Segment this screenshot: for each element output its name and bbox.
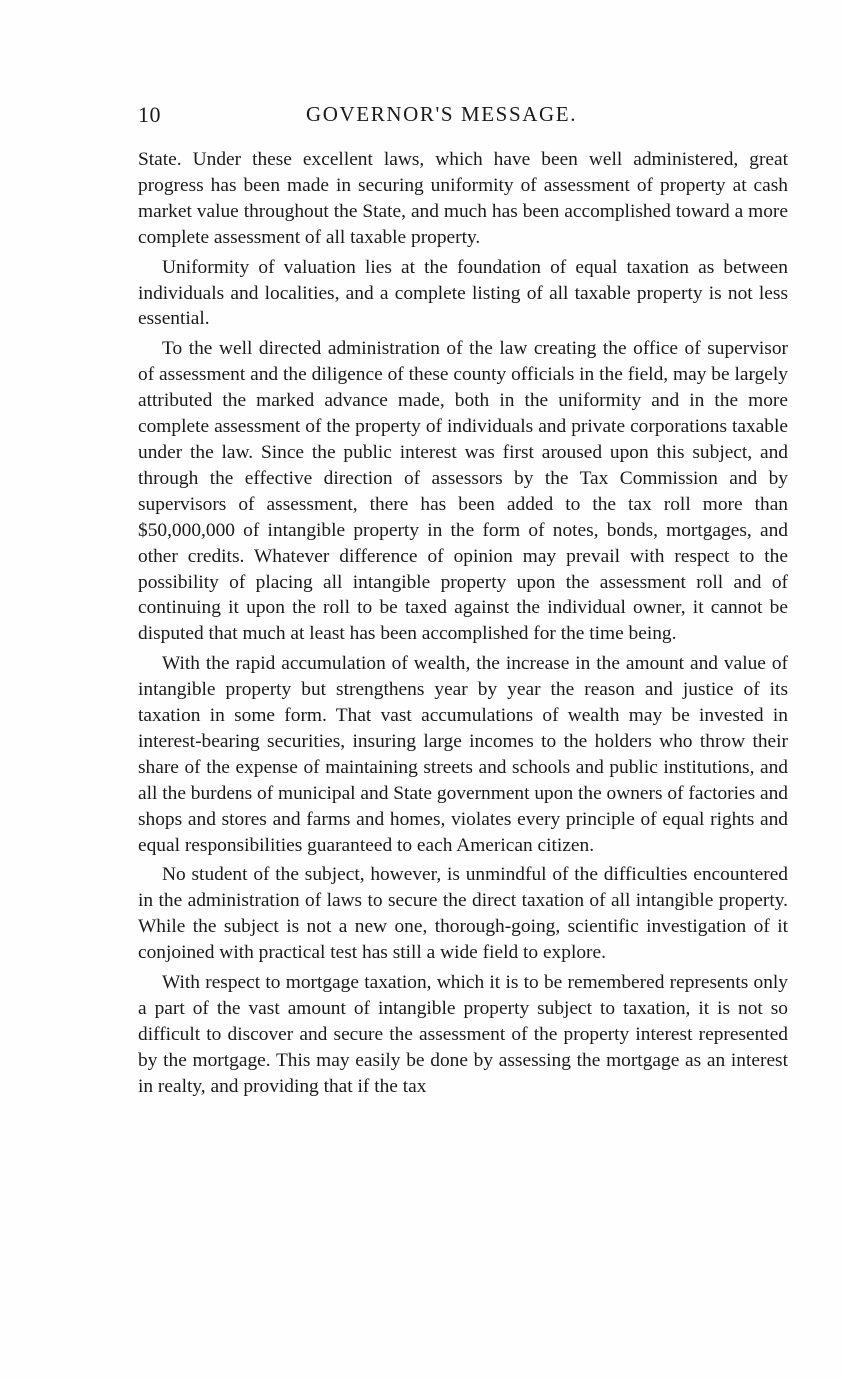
paragraph: No student of the subject, however, is unmindful of the difficulties encountered in the administration of laws to secure the direct taxation of all intangible property. While the subject is not a new one, thorough-going, scientific investigation of it conjoined with practical test has still a wide field to explore. bbox=[138, 864, 788, 964]
page-header bbox=[138, 102, 788, 134]
paragraph: State. Under these excellent laws, which have been well administered, great progress has been made in securing uniformity of assessment of property at cash market value throughout the State, and much has been accomplished toward a more complete assessment of all taxable property. bbox=[138, 149, 788, 248]
paragraph: With the rapid accumulation of wealth, the increase in the amount and value of intangible property but strengthens year by year the reason and justice of its taxation in some form. That vast accumulations of wealth may be invested in interest-bearing securities, insuring large incomes to the holders who throw their share of the expense of maintaining streets and schools and public institutions, and all the burdens of municipal and State government upon the owners of factories and shops and stores and farms and homes, violates every principle of equal rights and equal responsibilities guaranteed to each American citizen. bbox=[138, 653, 788, 856]
paragraph: With respect to mortgage taxation, which it is to be remembered represents only a part of the vast amount of intangible property subject to taxation, it is not so difficult to discover and secure the assessment of the property interest represented by the mortgage. This may easily be done by assessing the mortgage as an interest in realty, and providing that if the tax bbox=[138, 972, 788, 1097]
running-title: GOVERNOR'S MESSAGE. bbox=[306, 102, 578, 126]
paragraph: Uniformity of valuation lies at the foundation of equal taxation as between individuals and localities, and a complete listing of all taxable property is not less essential. bbox=[138, 256, 788, 330]
page-number: 10 bbox=[138, 102, 161, 127]
body-text bbox=[138, 147, 788, 1100]
paragraph: To the well directed administration of the law creating the office of supervisor of assessment and the diligence of these county officials in the field, may be largely attributed the marked advance made, both in the uniformity and in the more complete assessment of the property of individuals and private corporations taxable under the law. Since the public interest was first aroused upon this subject, and through the effective direction of assessors by the Tax Commission and by supervisors of assessment, there has been added to the tax roll more than $50,000,000 of intangible property in the form of notes, bonds, mortgages, and other credits. Whatever difference of opinion may prevail with respect to the possibility of placing all intangible property upon the assessment roll and of continuing it upon the roll to be taxed against the individual owner, it cannot be disputed that much at least has been accomplished for the time being. bbox=[138, 338, 788, 645]
